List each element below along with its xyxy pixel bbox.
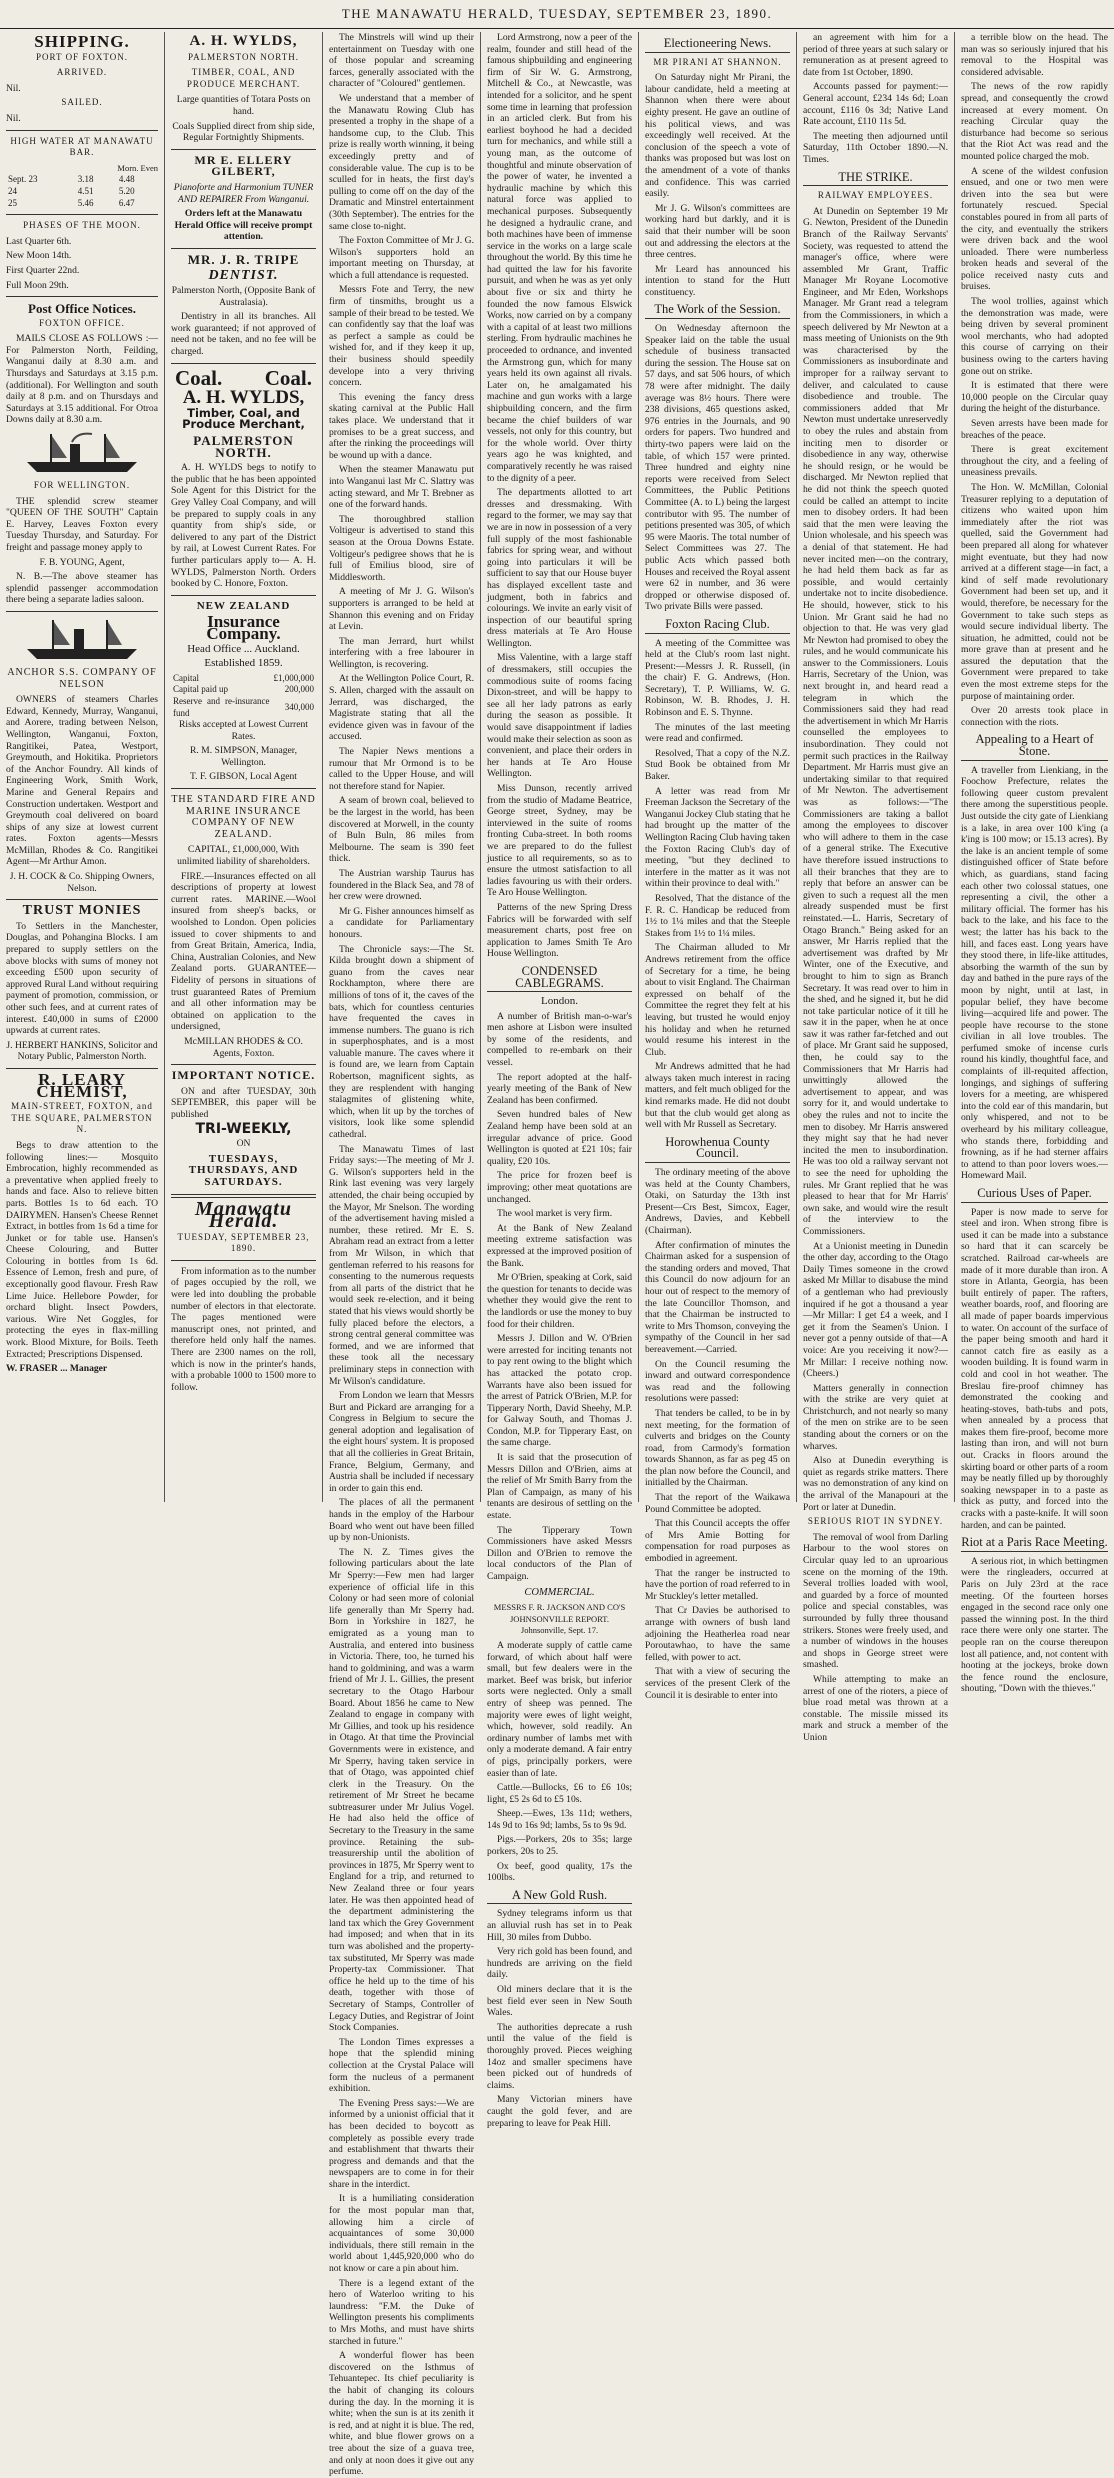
- divider: [171, 1260, 316, 1261]
- tide-morn: 4.51: [77, 185, 94, 196]
- simpson-sign: R. M. SIMPSON, Manager, Wellington.: [189, 745, 298, 768]
- article-text: A seam of brown coal, believed to be the largest in the world, has been discovered at Morwell, in the county of Buln Buln, 86 miles from Melbourne. The seam is 390 feet thick.: [329, 795, 474, 865]
- queen-agent: F. B. YOUNG, Agent,: [39, 556, 125, 568]
- herbert-sign: J. HERBERT HANKINS, Solicitor and Notary Public, Palmerston North.: [6, 1039, 158, 1063]
- moon-line: First Quarter 22nd.: [6, 264, 80, 276]
- article-text: The places of all the permanent hands in the employ of the Harbour Board who went out have been filled up by non-Unionists.: [329, 1497, 474, 1544]
- nz-heading: NEW ZEALAND: [196, 599, 291, 612]
- table-row: [6, 186, 158, 198]
- article-text: Mr O'Brien, speaking at Cork, said the question for tenants to decide was whether they would give the rent to the landlords or use the money to buy food for their children.: [487, 1272, 632, 1330]
- article-text: On Saturday night Mr Pirani, the labour candidate, held a meeting at Shannon when there were about eighty present. He gave an outline of his political views, and was exceedingly well received. At the conclusion of the speech a vote of thanks was proposed but was lost on the amendment of a vote of thanks and confidence. This was carried easily.: [645, 72, 790, 200]
- article-text: A meeting of the Committee was held at the Club's room last night. Present:—Messrs J. R. Russell, (in the chair) F. G. Andrews, (Hon. Secretary), T. P. Williams, W. G. Robinson, W. B. Rhodes, J. H. Robinson and E. S. Thynne.: [645, 637, 790, 719]
- notice-text: ON and after TUESDAY, 30th SEPTEMBER, this paper will be published: [171, 1085, 316, 1120]
- table-row: [171, 696, 316, 719]
- for-wellington-heading: FOR WELLINGTON.: [33, 480, 131, 491]
- london-heading: London.: [541, 995, 578, 1008]
- article-text: That the report of the Waikawa Pound Committee be adopted.: [645, 1492, 790, 1515]
- divider: [6, 130, 158, 131]
- article-text: The Evening Press says:—We are informed by a unionist official that it has been decided to boycott as completely as possible every trade and establishment that thwarts their progress and demands and that the newspapers are to come in for their share in the interdict.: [329, 2097, 474, 2190]
- tide-morn: 5.46: [77, 197, 94, 208]
- article-text: It is a humiliating consideration for the most popular man that, allowing him a circle of acquaintances of some 30,000 individuals, there still remain in the world about 1,445,920,000 who do not know or care a pin about him.: [329, 2193, 474, 2275]
- wylds-heading: A. H. WYLDS,: [189, 33, 298, 49]
- capital-value: £1,000,000: [273, 672, 314, 683]
- article-text: A wonderful flower has been discovered on the Isthmus of Tehuantepec. Its chief peculiarity is the habit of changing its colours during the day. In the morning it is white; when the sun is at its zenith it is red, and at night it is blue. The red, white, and blue flower grows on a tree about the size of a guava tree, and only at noon does it give out any perfume.: [329, 2350, 474, 2478]
- article-text: Patterns of the new Spring Dress Fabrics will be forwarded with self measurement charts, post free on application to James Smith Te Aro House Wellington.: [487, 901, 632, 960]
- notice-on: ON: [236, 1138, 251, 1150]
- tide-date: Sept. 23: [8, 174, 38, 185]
- article-text: That Cr Davies be authorised to arrange with owners of bush land adjoining the Heatherlea road near Poroutawhao, to have the same felled, with power to act.: [645, 1605, 790, 1663]
- risks-text: Risks accepted at Lowest Current Rates.: [179, 719, 308, 742]
- article-text: Pigs.—Porkers, 20s to 35s; large porkers, 20s to 25.: [487, 1834, 632, 1858]
- standard-heading: THE STANDARD FIRE AND MARINE INSURANCE COMPANY OF NEW ZEALAND.: [171, 794, 316, 840]
- moon-line: Full Moon 29th.: [6, 279, 69, 291]
- article-text: Messrs Fote and Terry, the new firm of tinsmiths, brought us a sample of their bread to be tested. We can confidently say that the loaf was as perfect a sample as could be wished for, and if they keep it up, their business should speedily develope into a very thriving concern.: [329, 284, 474, 389]
- tide-even: 5.20: [118, 185, 135, 196]
- head-office: Head Office ... Auckland.: [187, 642, 300, 655]
- table-row: [6, 198, 158, 210]
- article-text: an agreement with him for a period of three years at such salary or remuneration as at present agreed to date from 1st October, 1890.: [803, 32, 948, 78]
- article-text: The thoroughbred stallion Voltigeur is advertised to stand this season at the Oroua Downs Estate. Voltigeur's pedigree shows that he is full of Emilius blood, sire of Middlesworth.: [329, 513, 474, 583]
- article-text: Mr Andrews admitted that he had always taken much interest in racing matters, and felt much obliged for the kind remarks made. He did not doubt but that the club would get along as well with Mr Russell as Secretary.: [645, 1061, 790, 1131]
- days-heading: TUESDAYS, THURSDAYS, AND SATURDAYS.: [188, 1152, 299, 1188]
- tripe-heading: MR. J. R. TRIPE: [187, 251, 300, 267]
- session-heading: The Work of the Session.: [645, 304, 790, 319]
- article-text: Ox beef, good quality, 17s the 100lbs.: [487, 1860, 632, 1884]
- article-text: Mr Leard has announced his intention to stand for the Hutt constituency.: [645, 263, 790, 298]
- steamer-icon: [22, 617, 142, 663]
- article-text: The wool trollies, against which the demonstration was made, were being driven by several prominent wool merchants, who had adopted this course of carrying on their business owing to the carters having gone out on strike.: [961, 296, 1108, 377]
- anchor-heading: ANCHOR S.S. COMPANY OF NELSON: [7, 666, 157, 690]
- capital-value: 340,000: [284, 701, 314, 712]
- article-text: Accounts passed for payment:—General account, £234 14s 6d; Loan account, £116 0s 3d; Native Land Rate account, £110 11s 5d.: [803, 81, 948, 128]
- article-text: The minutes of the last meeting were read and confirmed.: [645, 721, 790, 745]
- article-text: Old miners declare that it is the best field ever seen in New South Wales.: [487, 1984, 632, 2019]
- article-text: At the Bank of New Zealand meeting extreme satisfaction was expressed at the improved position of the Bank.: [487, 1222, 632, 1269]
- port-heading: PORT OF FOXTON.: [36, 51, 128, 62]
- article-text: On the Council resuming the inward and outward correspondence was read and the following resolutions were passed:: [645, 1358, 790, 1405]
- article-text: That tenders be called, to be in by next meeting, for the formation of culverts and bridges on the County road, from Carmody's formation towards Shannon, as far as peg 45 on the plan now before the Council, and initialled by the Chairman.: [645, 1407, 790, 1489]
- coal-left: Coal.: [175, 365, 223, 390]
- article-text: Many Victorian miners have caught the gold fever, and are preparing to leave for Peak Hill.: [487, 2094, 632, 2129]
- article-text: The Foxton Committee of Mr J. G. Wilson's supporters hold an important meeting on Thursday, at which a full attendance is requested.: [329, 235, 474, 281]
- standard-capital: CAPITAL, £1,000,000, With unlimited liability of shareholders.: [177, 844, 310, 868]
- article-text: The Napier News mentions a rumour that Mr Ormond is to be called to the Upper House, and will not therefore stand for Napier.: [329, 746, 474, 792]
- capital-label: Capital: [173, 672, 199, 683]
- article-text: The report adopted at the half-yearly meeting of the Bank of New Zealand has been confirmed.: [487, 1071, 632, 1106]
- table-row: [171, 684, 316, 696]
- paris-riot-heading: Riot at a Paris Race Meeting.: [961, 1537, 1108, 1552]
- table-row: [171, 673, 316, 685]
- article-text: It is estimated that there were 10,000 people on the Circular quay during the height of the disturbance.: [961, 380, 1108, 415]
- article-text: The removal of wool from Darling Harbour to the wool stores on Circular quay led to an uproarious scene on the morning of the 19th. Several trollies loaded with wool, and guarded by a force of mounted police and special constables, was surrounded by fully three thousand strikers. Stones were freely used, and a number of windows in the houses and shops in George street were smashed.: [803, 1531, 948, 1671]
- article-text: From information as to the number of pages occupied by the roll, we were led into doubling the probable number of electors in that electorate. The pages mentioned were manuscript ones, not printed, and therefore held only half the names. There are 2300 names on the roll, which is now in the printer's hands, with a probable 1000 to 1500 more to follow.: [171, 1265, 316, 1393]
- column-7: [955, 32, 1114, 1695]
- shipping-heading: SHIPPING.: [34, 32, 130, 51]
- article-text: A moderate supply of cattle came forward, of which about half were small, but few dealers were in the market. Beef was brisk, but inferior sorts were neglected. Only a small entry of sheep was penned. The majority were ewes of light weight, which, however, sold readily. An ordinary number of lambs met with only a moderate demand. A fair entry of pigs, principally porkers, were easier than of late.: [487, 1639, 632, 1779]
- article-text: Sydney telegrams inform us that an alluvial rush has set in to Peak Hill, 30 miles from Dubbo.: [487, 1908, 632, 1943]
- fraser-sign: W. FRASER ... Manager: [6, 1363, 108, 1375]
- sailed-label: SAILED.: [61, 97, 103, 108]
- article-text: A serious riot, in which bettingmen were the ringleaders, occurred at Paris on July 23rd at the race meeting. Of the fourteen horses engaged in the second race only one passed the winning post. In the third race there were only one starter. The people ran on the course thereupon lost all patience, and, not content with hooting at the jockeys, broke down the fence round the enclosure, shouting, "Down with the thieves.": [961, 1555, 1108, 1695]
- horowhenua-heading: Horowhenua County Council.: [645, 1137, 790, 1163]
- article-text: The Chronicle says:—The St. Kilda brought down a shipment of guano from the caves near Rockhampton, where there are millions of tons of it, the caves of the bats, which for countless centuries have frequented the caves in immense numbers. The guano is rich in superphosphates, and is a most valuable manure. The caves where it is found are, we learn from Captain Robertson, magnificent sights, as they are resplendent with hanging stalagmites of glistening white, which, when lit up by the torches of visitors, look like some splendid cathedral.: [329, 943, 474, 1141]
- article-text: Seven arrests have been made for breaches of the peace.: [961, 418, 1108, 441]
- article-text: A letter was read from Mr Freeman Jackson the Secretary of the Wanganui Jockey Club stating that he had brought up the matter of the Wellington Racing Club having taken the Foxton Racing Club's day of meeting, "but they declined to interfere in the matter as it was not within their province to deal with.": [645, 785, 790, 890]
- article-text: At a Unionist meeting in Dunedin the other day, according to the Otago Daily Times someone in the crowd asked Mr Millar to disabuse the mind of a gentleman who had previously inquired if he got a thousand a year—Mr Millar: I get £4 a week, and I get it from the Seamen's Union. I never got a penny outside of that—A voice: Are you receiving it now?—Mr Millar: I receive nothing now. (Cheers.): [803, 1240, 948, 1380]
- gibson-sign: T. F. GIBSON, Local Agent: [190, 771, 297, 783]
- article-text: Also at Dunedin everything is quiet as regards strike matters. There was no demonstration of any kind on the arrival of the Manapouri at the Port or later at Dunedin.: [803, 1455, 948, 1513]
- tide-even: 4.48: [118, 174, 135, 185]
- article-text: Mr J. G. Wilson's committees are working hard but darkly, and it is said that their number will be soon out and addressing the electors at the three centres.: [645, 202, 790, 261]
- article-text: When the steamer Manawatu put into Wanganui last Mr C. Slattry was acting steward, and Mr T. Brebner as one of the forward hands.: [329, 464, 474, 511]
- post-office-heading: Post Office Notices.: [28, 301, 136, 317]
- article-text: There is a legend extant of the hero of Waterloo writing to his laundress: "F.M. the Duke of Wellington presents his compliments to Mrs Moths, and must have shirts starched in future.": [329, 2277, 474, 2347]
- wylds-text-2: Coals Supplied direct from ship side, Regular Fortnightly Shipments.: [172, 120, 315, 144]
- commercial-heading: COMMERCIAL.: [524, 1586, 595, 1598]
- article-text: Lord Armstrong, now a peer of the realm, founder and still head of the famous shipbuilding and engineering firm of Sir W. G. Armstrong, Mitchell & Co., at Newcastle, was intended for a solicitor, and he spent some time in learning that profession in an articled clerk. But from his earliest boyhood he had a decided turn for mechanics, and while still a young man, as the outcome of thoughtful and minute observation of the power of water, he invented a hydraulic machine by which this natural force was applied to mechanical purposes. Subsequently he designed a hydraulic crane, and both machines have been of immense service in the works on a large scale throughout the world. By this time he had quitted the law for his favorite pursuit, and when he was as yet only about five or six and thirty he founded the now famous Elswick Works, now carried on by a company with a capital of at least two millions sterling. From hydraulic machines he proceeded to ordnance, and invented the Armstrong gun, which for many years held its own against all rivals. Later on, he amalgamated his machine and gun works with a large shipbuilding concern, and the firm became the chief builders of war vessels, not only for this country, but for the whole world. Over thirty years ago he was knighted, and comparatively recently he was raised to the dignity of a peer.: [487, 32, 632, 484]
- article-text: From London we learn that Messrs Burt and Pickard are arranging for a Congress in Belgium to secure the general adoption and legalisation of the eight hours' system. It is proposed that all the collieries in Great Britain, France, Belgium, Germany, and Austria shall be included if necessary in order to gain this end.: [329, 1390, 474, 1494]
- wylds-sub: PALMERSTON NORTH.: [188, 51, 299, 62]
- sailed-nil: Nil.: [6, 112, 21, 124]
- article-text: Paper is now made to serve for steel and iron. When strong fibre is used it can be made into a substance so hard that it can scarcely be scratched. Railroad car-wheels are made of it more durable than iron. A store in Atlanta, Georgia, has been built entirely of paper. The rafters, weather boards, roof, and flooring are all made of paper boards impervious to water. On account of the surface of the paper being smooth and hard it cannot catch fire as easily as a wooden building. It is found warm in cold and cool in hot weather. The Breslau fire-proof chimney has demonstrated the cooking and heating-stoves, bath-tubs and pots, when annealed by a process that makes them fire-proof, become more lasting than iron, and will not burn out. Cracks in floors around the skirting board or other parts of a room may be neatly filled up by thoroughly soaking newspaper in to a paste as thick as putty, and forced into the cracks with a paste-knife. It will soon harden, and can be painted.: [961, 1206, 1108, 1531]
- article-text: At the Wellington Police Court, R. S. Allen, charged with the assault on Jerrard, was discharged, the Magistrate stating that all the evidence given was in favour of the accused.: [329, 673, 474, 743]
- coal-banner: [171, 365, 316, 390]
- divider: [171, 1064, 316, 1065]
- moon-heading: PHASES OF THE MOON.: [23, 220, 141, 231]
- article-text: Resolved, That a copy of the N.Z. Stud Book be obtained from Mr Baker.: [645, 747, 790, 783]
- article-text: On Wednesday afternoon the Speaker laid on the table the usual schedule of business transacted during the session. The House sat on 57 days, and sat 506 hours, of which 78 were after midnight. The daily average was 8½ hours. There were 238 divisions, 465 questions asked, 976 entries in the Journals, and 90 orders for papers. Two hundred and thirty-two papers were laid on the table, of which 157 were printed. Three hundred and eighty nine reports were received from Select Committees, the Public Petitions Committee (A. to L) being the largest contributor with 95. The number of petitions presented was 305, of which 95 were Maoris. The total number of Select Committees was 27. The public Acts which passed both Houses and received the Royal assent were 62 in number, and 36 were dropped or otherwise disposed of. Two private Bills were passed.: [645, 323, 790, 613]
- capital-table: [171, 673, 316, 719]
- article-text: A meeting of Mr J. G. Wilson's supporters is arranged to be held at Shannon this evening and on Friday at Levin.: [329, 586, 474, 633]
- anchor-sign: J. H. COCK & Co. Shipping Owners, Nelson.: [9, 871, 155, 894]
- trust-text: To Settlers in the Manchester, Douglas, and Pohangina Blocks. I am prepared to supply settlers on the above blocks with sums of money not exceeding £500 upon security of approved Rural Land without requiring payment of promotion, commission, or other such fees, and at current rates of interest. £40,000 in sums of £2000 upwards at current rates.: [6, 920, 158, 1037]
- article-text: The Chairman alluded to Mr Andrews retirement from the office of Secretary for a time, he being about to visit England. The Chairman expressed on behalf of the Committee the regret they felt at his leaving, but trusted he would enjoy his holiday and when he returned would resume his interest in the Club.: [645, 942, 790, 1058]
- article-text: Over 20 arrests took place in connection with the riots.: [961, 705, 1108, 728]
- article-text: This evening the fancy dress skating carnival at the Public Hall takes place. We understand that it promises to be a great success, and after the rinking the proceedings will be wound up with a dance.: [329, 391, 474, 461]
- tide-date: 25: [8, 197, 17, 208]
- steamer-icon: [22, 430, 142, 476]
- article-text: The Tipperary Town Commissioners have asked Messrs Dillon and O'Brien to remove the local conductors of the Plan of Campaign.: [487, 1524, 632, 1582]
- wylds-text-1: Large quantities of Totara Posts on hand.: [176, 94, 311, 117]
- capital-label: Capital paid up: [173, 684, 228, 695]
- article-text: Resolved, That the distance of the F. R. C. Handicap be reduced from 1½ to 1¼ miles and that the Steeple Stakes from 1½ to 1¼ miles.: [645, 892, 790, 939]
- leary-address: MAIN-STREET, FOXTON, and THE SQUARE, PALMERSTON N.: [11, 1101, 153, 1135]
- arrived-nil: Nil.: [6, 82, 21, 94]
- article-text: That with a view of securing the services of the present Clerk of the Council it is desirable to enter into: [645, 1666, 790, 1701]
- wylds2-heading: A. H. WYLDS,: [182, 387, 305, 409]
- queen-text: THE splendid screw steamer "QUEEN OF THE SOUTH" Captain E. Harvey, Leaves Foxton every Tuesday Thursday, and Saturday. For freight and passage money apply to: [6, 495, 158, 553]
- wylds2-text: A. H. WYLDS begs to notify to the public that he has been appointed Sole Agent for this District for the Grey Valley Coal Company, and will be prepared to supply coals in any quantity from ship's side, or delivered to any part of the District by rail, at Lowest Current Rates. For further particulars apply to— A. H. WYLDS, Palmerston North. Orders booked by C. Honore, Foxton.: [171, 462, 316, 590]
- queen-note: N. B.—The above steamer has splendid passenger accommodation there being a separate ladies saloon.: [6, 571, 158, 606]
- article-text: While attempting to make an arrest of one of the rioters, a piece of blue road metal was thrown at a constable. The missile missed its mark and struck a member of the Union: [803, 1673, 948, 1743]
- racing-heading: Foxton Racing Club.: [645, 619, 790, 634]
- article-text: We understand that a member of the Manawatu Rowing Club has presented a trophy in the shape of a handsome cup, to the Club. This prize is really worth winning, it being exceedingly pretty and of considerable value. The cup is to be sculled for in heats, the first day's pulling to come off on the day of the Dramatic and Minstrel entertainment (30th September). The entries for the same close to-night.: [329, 92, 474, 232]
- leary-heading: R. LEARY CHEMIST,: [36, 1069, 128, 1101]
- article-text: There is great excitement throughout the city, and a feeling of uneasiness prevails.: [961, 444, 1108, 479]
- article-text: Matters generally in connection with the strike are very quiet at Christchurch, and not nearly so many of the men on strike are to be seen standing about the corners or on the wharves.: [803, 1382, 948, 1452]
- article-text: Miss Dunson, recently arrived from the studio of Madame Beatrice, George street, Sydney, may be interviewed in the suite of rooms fronting Cuba-street. In both rooms we are prepared to do the fullest justice to all requirements, so as to ensure the utmost satisfaction to all ladies favouring us with their orders. Te Aro House Wellington.: [487, 783, 632, 899]
- article-text: A number of British man-o-war's men ashore at Lisbon were insulted by some of the residents, and compelled to re-embark on their vessel.: [487, 1010, 632, 1069]
- heart-of-stone-heading: Appealing to a Heart of Stone.: [961, 734, 1108, 760]
- tide-morn: 3.18: [77, 174, 94, 185]
- capital-value: 200,000: [284, 684, 314, 695]
- strike-sub: RAILWAY EMPLOYEES.: [817, 190, 934, 201]
- commercial-sub: MESSRS F. R. JACKSON AND CO'S JOHNSONVILLE REPORT. Johnsonville, Sept. 17.: [493, 1602, 626, 1636]
- article-text: The man Jerrard, hurt whilst interfering with a free labourer in Wellington, is recovering.: [329, 635, 474, 670]
- article-text: Mr G. Fisher announces himself as a candidate for Parliamentary honours.: [329, 905, 474, 940]
- article-text: The Austrian warship Taurus has foundered in the Black Sea, and 78 of her crew were drowned.: [329, 867, 474, 903]
- article-text: Very rich gold has been found, and hundreds are arriving on the field daily.: [487, 1946, 632, 1981]
- timber-heading: Timber, Coal, and Produce Merchant,: [182, 405, 305, 432]
- article-text: The Hon. W. McMillan, Colonial Treasurer replying to a deputation of citizens who waited upon him immediately after the riot was quelled, said the Government had been prepared all along for whatever might eventuate, but they had now arrived at a different stage—in fact, a kind of self made revolutionary Government had been set up, and it would, therefore, be necessary for the Government to take such steps as would secure individual liberty. The situation, he admitted, could not be more grave than at present and he assured the deputation that the Government were prepared to take even the most extreme steps for the purpose of maintaining order.: [961, 481, 1108, 702]
- article-text: The Minstrels will wind up their entertainment on Tuesday with one of those popular and screaming farces, generally associated with the character of "Coloured" gentlemen.: [329, 32, 474, 90]
- notice-heading: IMPORTANT NOTICE.: [171, 1068, 316, 1083]
- palmerston-heading: PALMERSTON NORTH.: [193, 433, 294, 460]
- herald-date: TUESDAY, SEPTEMBER 23, 1890.: [177, 1231, 310, 1254]
- gilbert-sub: Pianoforte and Harmonium TUNER AND REPAIRER From Wanganui.: [173, 181, 314, 205]
- article-text: The Manawatu Times of last Friday says:—The meeting of Mr J. G. Wilson's supporters held in the Rink last evening was very largely attended, the chair being occupied by the Mayor, Mr Snelson. The wording of the advertisement having misled a number, these retired. Mr E. S. Abraham read an extract from a letter from Mr Wilson, in which that gentleman referred to his reasons for consenting to the numerous requests from all parts of the district that he would seek re-election, and it being stated that his views would shortly be fully placed before the electors, a strong central general committee was formed, and we are informed that these took all the necessary preliminary steps in connection with Mr Wilson's candidature.: [329, 1143, 474, 1387]
- article-text: After confirmation of minutes the Chairman asked for a suspension of the standing orders and moved, That this Council do now adjourn for an hour out of respect to the memory of the late Councillor Thomson, and that the Chairman be instructed to write to Mrs Thomson, conveying the sympathy of the Council in her sad bereavement.—Carried.: [645, 1239, 790, 1355]
- tide-header: Morn. Even: [117, 162, 158, 173]
- article-text: At Dunedin on September 19 Mr G. Newton, President of the Dunedin Branch of the Railway Servants' Society, was requested to attend the manager's office, where were assembled Mr Grant, Traffic Manager Mr Royane Locomotive Engineer, and Mr Eden, Workshops Manager. Mr Grant read a telegram from the Commissioners, in which a speech delivered by Mr Newton at a mass meeting of Unionists on the 9th was characterised by the Commissioners as insubordinate and improper for a railway servant to deliver, and calculated to cause disobedience and trouble. The commissioners added that Mr Newton must undertake unreservedly to obey the rules and abstain from inciting men to disorder or disobedience in any way, otherwise he should resign, or he would be discharged. Mr Newton replied that he did not think the speech quoted could be called an attempt to incite men to disobey orders. It had been said that the men were leaving the Union wholesale, and his speech was a denial of that statement. He had never incited men—on the contrary, he had held them back as far as possible, and would certainly undertake not to incite disobedience. He should, however, stick to his Union. Mr Grant said he had no objection to that. He was very glad Mr Newton had promised to obey the rules, and he would communicate his answer to the Commissioners. Louis Harris, Secretary of the Union, was next brought in, and heard read a telegram in which the Commissioners said they had read the advertisement in which Mr Harris counselled the employees to insubordination. They could not permit such practices in the Railway Department. Mr Harris must give an undertaking similar to that required of Mr Newton. The advertisement was as follows:—"The Commissioners are taking a ballot among the employees to discover who will adhere to them in the case of a general strike. The Executive have therefore issued instructions to all their branches that they are to reply that before an answer can be given to such a request all the men already suspended must be first reinstated.—L. Harris, Secretary of Otago Branch." Being asked for an answer, Mr Harris replied that the advertisement was drafted by Mr Winter, one of the Executive, and brought to him to sign as Branch Secretary. It was read over to him in the shed, and he signed it, but he did not take particular notice of it till he saw it in the paper, when he at once saw it was rather far-fetched and out of place. Mr Grant said he supposed, then, he could say to the Commissioners that Mr Harris had unwittingly allowed the advertisement to appear, and was sorry for it, and would undertake to obey the rules and not to incite the men to disobey. Mr Harris answered they might say that he had never incited the men to insubordination. He was too old a railway servant not to see the need for upholding the rules. Mr Grant replied that he was pleased to hear that for Mr Harris' own sake, and would wire the result of the interview to the Commissioners.: [803, 205, 948, 1237]
- article-text: The news of the row rapidly spread, and consequently the crowd increased at every moment. On reaching Circular quay the disturbance had become so serious that the Riot Act was read and the mounted police charged the mob.: [961, 81, 1108, 162]
- article-text: Cattle.—Bullocks, £6 to £6 10s; light, £5 2s 6d to £5 10s.: [487, 1782, 632, 1805]
- divider: [6, 899, 158, 900]
- wylds-line: TIMBER, COAL, AND PRODUCE MERCHANT.: [186, 67, 301, 89]
- coal-right: Coal.: [264, 365, 312, 390]
- divider: [6, 1068, 158, 1069]
- insurance-heading: Insurance Company.: [206, 612, 281, 643]
- article-text: That this Council accepts the offer of Mrs Amie Botting for compensation for road purposes as embodied in agreement.: [645, 1518, 790, 1565]
- table-row: [6, 174, 158, 186]
- tide-table: [6, 174, 158, 209]
- article-text: The N. Z. Times gives the following particulars about the late Mr Sperry:—Few men had larger experience of official life in this Colony or had seen more of colonial life generally than Mr Sperry had. Born in Yorkshire in 1827, he emigrated as a young man to Australia, and entered into business in Victoria. There, too, he turned his hand to goldmining, and was a warm friend of Mr J. L. Gillies, the present secretary to the Otago Harbour Board. About 1856 he came to New Zealand to engage in company with Mr Gillies, and took up his residence in Otago. At that time the Provincial Governments were in existence, and Mr Sperry, having taken service in that of Otago, was appointed chief clerk in the Treasury. On the retirement of Mr Street he became subtreasurer under Mr Julius Vogel. He had also held the office of Secretary to the Treasury in the same province. Retaining the sub-treasurership until the abolition of provinces in 1875, Mr Sperry went to England for a trip, and returned to New Zealand three or four years later. He was then appointed head of the department administering the land tax which the Grey Government had imposed; and when that in its turn was abolished and the property-tax substituted, Mr Sperry was made Property-tax Commissioner. That office he held up to the time of his death, together with those of Secretary of Stamps, Controller of Legacy Duties, and Registrar of Joint Stock Companies.: [329, 1546, 474, 2034]
- gilbert-text: Orders left at the Manawatu Herald Office will receive prompt attention.: [174, 208, 313, 243]
- herald-title: Manawatu Herald.: [195, 1198, 292, 1233]
- article-text: The London Times expresses a hope that the splendid mining collection at the Crystal Palace will form the nucleus of a permanent exhibition.: [329, 2036, 474, 2095]
- gold-rush-heading: A New Gold Rush.: [487, 1890, 632, 1905]
- divider: [171, 788, 316, 789]
- capital-label: Reserve and re-insurance fund: [173, 695, 270, 718]
- high-water-heading: HIGH WATER AT MANAWATU BAR.: [10, 135, 154, 158]
- post-office-text: MAILS CLOSE AS FOLLOWS :— For Palmerston North, Feilding, Wanganui daily at 8.30 a.m. and Thursdays and Saturdays at 3.15 p.m. (additional). For Wellington and south daily at 8 p.m. and on Thursdays and Saturdays at 3.15 additional. For Otroa Downs daily at 8.30 a.m.: [6, 333, 158, 426]
- strike-heading: THE STRIKE.: [803, 172, 948, 187]
- post-office-sub: FOXTON OFFICE.: [39, 317, 125, 328]
- moon-line: New Moon 14th.: [6, 250, 72, 262]
- article-text: Messrs J. Dillon and W. O'Brien were arrested for inciting tenants not to pay rent owing to the blight which has attacked the potato crop. Warrants have also been issued for the arrest of Patrick O'Brien, M.P. for Tipperary North, David Sheehy, M.P. for Galway South, and Thomas J. Condon, M.P. for Tipperary East, on the same charge.: [487, 1333, 632, 1449]
- established: Established 1859.: [204, 657, 283, 670]
- article-text: a terrible blow on the head. The man was so seriously injured that his removal to the Hospital was considered advisable.: [961, 32, 1108, 78]
- columns: [0, 32, 1114, 2478]
- article-text: Seven hundred bales of New Zealand hemp have been sold at an irregular advance of price. Good Wellington is quoted at £21 10s; fair quality, £20 10s.: [487, 1109, 632, 1167]
- article-text: The price for frozen beef is improving; other meat quotations are unchanged.: [487, 1170, 632, 1205]
- column-1: [0, 32, 165, 1502]
- standard-text: FIRE.—Insurances effected on all descriptions of property at lowest current rates. MARINE.—Wool insured from sheep's backs, or woolshed to London. Open policies issued to cover shipments to and from Great Britain, America, India, China, Australian Colonies, and New Zealand ports. GUARANTEE—Fidelity of persons in situations of trust guaranteed Rates of Premium and all other information may be obtained on application to the undersigned,: [171, 870, 316, 1033]
- electioneering-sub: MR PIRANI AT SHANNON.: [653, 56, 782, 67]
- article-text: The meeting then adjourned until Saturday, 11th October 1890.—N. Times.: [803, 130, 948, 165]
- article-text: The wool market is very firm.: [497, 1208, 613, 1220]
- article-text: Sheep.—Ewes, 13s 11d; wethers, 14s 9d to 16s 9d; lambs, 5s to 9s 9d.: [487, 1808, 632, 1831]
- page-header-text: THE MANAWATU HERALD, TUESDAY, SEPTEMBER 23, 1890.: [341, 6, 773, 21]
- page-header: [0, 0, 1114, 29]
- riot-sydney-sub: SERIOUS RIOT IN SYDNEY.: [807, 1516, 944, 1527]
- divider: [171, 248, 316, 249]
- arrived-label: ARRIVED.: [56, 67, 108, 78]
- divider: [171, 595, 316, 596]
- divider: [6, 611, 158, 612]
- column-4: [481, 32, 639, 2129]
- tide-even: 6.47: [118, 197, 135, 208]
- cablegrams-heading: CONDENSED CABLEGRAMS.: [487, 966, 632, 992]
- divider: [6, 214, 158, 215]
- column-3: [323, 32, 481, 2478]
- anchor-text: OWNERS of steamers Charles Edward, Kennedy, Murray, Wanganui, and Aorere, trading between Nelson, Wellington, Wanganui, Foxton, Rangitikei, Patea, Westport, Greymouth, and Hokitika. Proprietors of the Anchor Foundry. All kinds of Engineering Work, Smith Work, Marine and General Repairs and Construction undertaken. Westport and Greymouth coal delivered on board ships of any size at lowest current rates. Foxton agents—Messrs McMillan, Rhodes & Co. Rangitikei Agent—Mr Arthur Amon.: [6, 694, 158, 868]
- tide-date: 24: [8, 185, 17, 196]
- paper-heading: Curious Uses of Paper.: [961, 1188, 1108, 1203]
- electioneering-heading: Electioneering News.: [645, 38, 790, 53]
- tripe-sub: DENTIST.: [208, 267, 279, 283]
- divider: [6, 296, 158, 297]
- column-2: [165, 32, 323, 1502]
- column-5: [639, 32, 797, 1701]
- divider: [171, 363, 316, 364]
- article-text: The departments allotted to art dresses and dressmaking. With regard to the former, we may say that we are in now in possession of a very full supply of the most fashionable fabrics for spring wear, and without going into particulars it will be sufficient to say that our House buyer has displayed excellent taste and judgment, both in fabrics and colourings. We invite an early visit of inspection of our beautiful spring dress materials at Te Aro House Wellington.: [487, 487, 632, 649]
- column-6: [797, 32, 955, 1743]
- tripe-text: Dentistry in all its branches. All work guaranteed; if not approved of need not be taken, and no fee will be charged.: [171, 311, 316, 358]
- mcmillan-sign: McMILLAN RHODES & CO. Agents, Foxton.: [184, 1035, 303, 1059]
- gilbert-heading: MR E. ELLERY GILBERT,: [194, 152, 293, 179]
- article-text: It is said that the prosecution of Messrs Dillon and O'Brien, aims at the relief of Mr Smith Barry from the Plan of Campaign, as many of his tenants are desirous of settling on the estate.: [487, 1452, 632, 1522]
- article-text: A traveller from Lienkiang, in the Foochow Prefecture, relates the following queer custom prevalent there among the superstitious people. Just outside the city gate of Lienkiang is a lake, in area over 100 k'ing (a k'ing is 100 mow; or 15.13 acres). By the lake is an ancient temple of some distinguished officer of State before which, as guardians, stand facing each other two colossal statues, one representing a civil, the other a military official. The former has his back to the lake, and his face to the west; the latter has his back to the hill, and faces east. Long years have they stood there, in life-like attitudes, absorbing the warmth of the sun by day and bathed in the pure rays of the moon by night, until at last, in popular belief, they have become living—acquired life and power. The people have recourse to the stone civilian in all love troubles. The perfumed smoke of incense curls round his kindly, thoughtful face, and complaints of ill-requited affection, longings, and sighings of suffering lovers for a meeting, are whispered into the cold ear of this mandarin, but only whispered, and not to be overheard by his military colleague, who stands there, forbidding and frowning, as if he had sterner affairs to attend to than poor lovers woes.—Homeward Mail.: [961, 764, 1108, 1182]
- article-text: A scene of the wildest confusion ensued, and one or two men were driven into the sea but were fortunately rescued. Special constables poured in from all parts of the city, and eventually the strikers were driven back and the wool unloaded. There were numberless broken heads and several of the police received nasty cuts and bruises.: [961, 165, 1108, 293]
- triweekly-heading: TRI-WEEKLY,: [195, 1120, 292, 1137]
- article-text: The authorities deprecate a rush until the value of the field is thoroughly proved. Pieces weighing 14oz and smaller specimens have been picked out of hundreds of claims.: [487, 2021, 632, 2091]
- leary-text: Begs to draw attention to the following lines:— Mosquito Embrocation, highly recommended as a preventative when applied freely to hands and face. Also to relieve bitten parts. Bottles 1s to 6d each. TO DAIRYMEN. Hansen's Cheese Rennet Extract, in bottles from 1s 6d a time for Junket or for table use. Hansen's Cheese Colouring, and Butter Colouring in bottles from 1s 6d. Essence of Lemon, fresh and pure, of exceptionally good flavour. Fresh Raw Lime Juice. Hellebore Powder, for orchard blight. Insect Powders, various. Wire Net Goggles, for protecting the eyes in flax-milling work. Blood Mixture, for Boils. Teeth Extracted; Prescriptions Dispensed.: [6, 1139, 158, 1360]
- divider: [171, 149, 316, 150]
- article-text: Miss Valentine, with a large staff of dressmakers, still occupies the commodious suite of rooms facing Dixon-street, and will be happy to see all her lady patrons as early during the season as possible. It would save disappointment if ladies would make their selection as soon as convenient, and place their orders in her hands at Te Aro House Wellington.: [487, 652, 632, 780]
- trust-heading: TRUST MONIES: [22, 903, 142, 919]
- article-text: The ordinary meeting of the above was held at the County Chambers, Otaki, on Saturday the 13th inst Present—Crs Best, Simcox, Eager, Andrews, Davies, and Kebbell (Chairman).: [645, 1167, 790, 1236]
- tripe-address: Palmerston North, (Opposite Bank of Australasia).: [171, 285, 316, 308]
- article-text: That the ranger be instructed to have the portion of road referred to in Mr Stuckley's letter metalled.: [645, 1567, 790, 1602]
- moon-line: Last Quarter 6th.: [6, 235, 72, 247]
